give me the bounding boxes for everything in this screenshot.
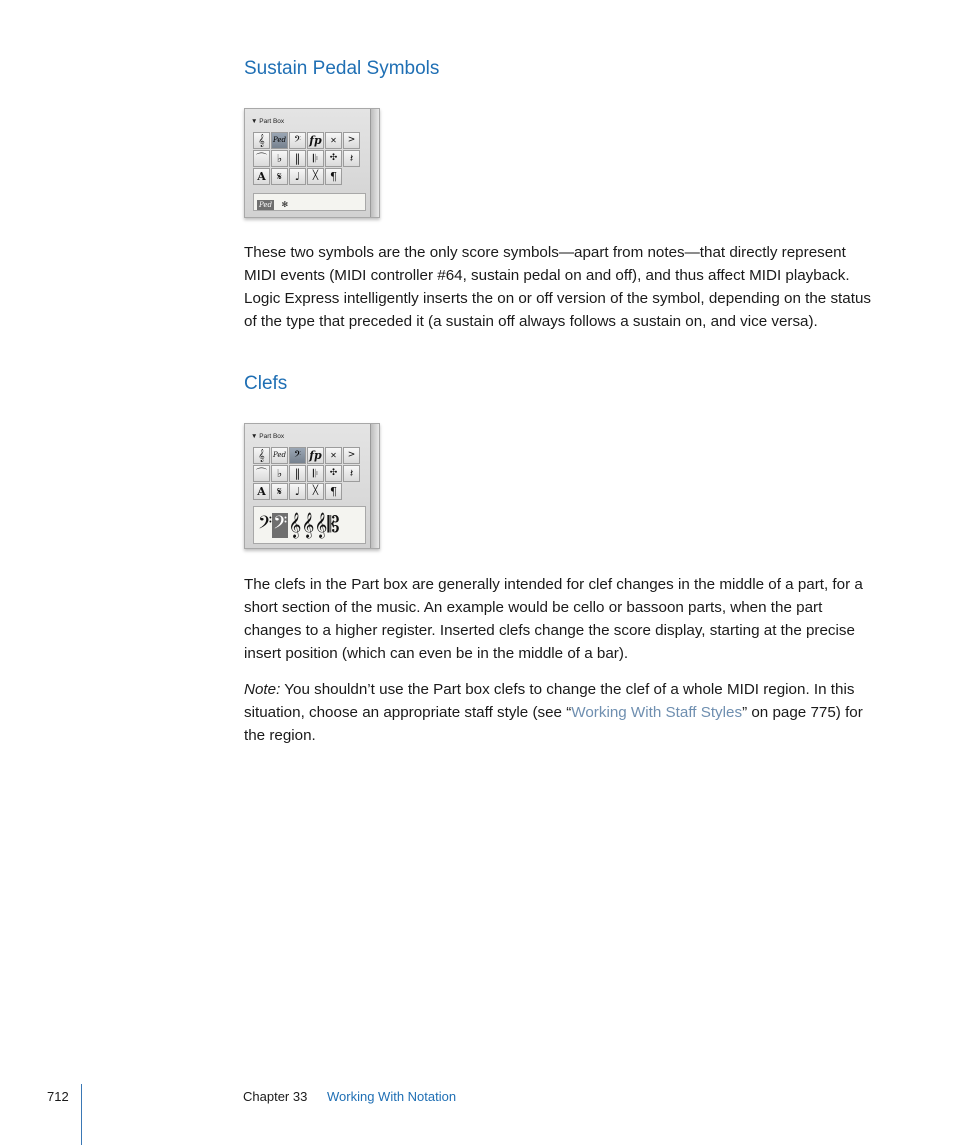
- scrollbar: [370, 109, 379, 217]
- chapter-title-link[interactable]: Working With Notation: [327, 1089, 457, 1104]
- pedal-icon: Ped: [271, 132, 288, 149]
- accent-icon: >: [343, 132, 360, 149]
- accent-icon: >: [343, 447, 360, 464]
- text-icon: A: [253, 483, 270, 500]
- note-icon: ♩: [289, 483, 306, 500]
- notehead-icon: ✕: [325, 447, 342, 464]
- rest-icon: 𝄽: [343, 465, 360, 482]
- ornament-icon: ✣: [325, 465, 342, 482]
- bass-clef-icon: 𝄢: [273, 512, 288, 538]
- dynamics-icon: fp: [307, 132, 324, 149]
- rest-icon: 𝄽: [343, 150, 360, 167]
- clefs-description: The clefs in the Part box are generally intended for clef changes in the middle of a part, for a short section of the music. An example would be cello or bassoon parts, when the part changes to a higher register. Inserted clefs change the score display, starting at the precise insert position (which can even be in the middle of a bar).: [244, 576, 863, 662]
- barline-icon: 𝄆: [307, 150, 324, 167]
- section-heading-clefs: Clefs: [244, 373, 288, 394]
- dynamics-icon: fp: [307, 447, 324, 464]
- notehead-icon: ✕: [325, 132, 342, 149]
- clef-palette: [253, 506, 366, 544]
- scrollbar: [370, 424, 379, 548]
- footer-divider: [81, 1084, 82, 1145]
- barline-icon: 𝄆: [307, 465, 324, 482]
- note-icon: ♩: [289, 168, 306, 185]
- text-icon: A: [253, 168, 270, 185]
- part-box-screenshot-pedal: [244, 108, 380, 218]
- accidental-icon: ♭: [271, 465, 288, 482]
- alto-clef-icon: 𝄡: [327, 512, 340, 538]
- paragraph-icon: ¶: [325, 168, 342, 185]
- bass-clef-8vb-icon: 𝄢: [258, 512, 273, 538]
- treble-clef-icon: 𝄞: [253, 132, 270, 149]
- slur-icon: ⌒: [253, 150, 270, 167]
- segno-icon: 𝄋: [271, 168, 288, 185]
- part-box-screenshot-clefs: [244, 423, 380, 549]
- part-box-title: ▼ Part Box: [251, 433, 285, 440]
- sustain-off-icon: ✻: [281, 200, 289, 209]
- treble-clef-8va-icon: 𝄞: [288, 512, 302, 538]
- part-box-title: ▼ Part Box: [251, 118, 285, 125]
- line-icon: ╳: [307, 168, 324, 185]
- paragraph-icon: ¶: [325, 483, 342, 500]
- note-text-end: ” on page 775) for the region.: [244, 704, 863, 744]
- symbol-group-grid: [253, 447, 360, 500]
- sustain-pedal-description: These two symbols are the only score symbols—apart from notes—that directly represent MIDI events (MIDI controller #64, sustain pedal on and off), and thus affect MIDI playback. Logic Express intelligently inserts the on or off version of the symbol, depending on the status of the type that preceded it (a sustain off always follows a sustain on, and vice versa).: [244, 244, 871, 330]
- bass-clef-icon: 𝄢: [289, 447, 306, 464]
- ornament-icon: ✣: [325, 150, 342, 167]
- slur-icon: ⌒: [253, 465, 270, 482]
- note-paragraph: [244, 678, 872, 747]
- staff-styles-link[interactable]: Working With Staff Styles: [571, 704, 743, 721]
- chapter-label: Chapter 33: [243, 1089, 308, 1104]
- segno-icon: 𝄋: [271, 483, 288, 500]
- bass-clef-icon: 𝄢: [289, 132, 306, 149]
- note-label: Note:: [244, 681, 281, 698]
- pedal-palette: [253, 193, 366, 211]
- repeat-icon: ‖: [289, 150, 306, 167]
- treble-clef-8vb-icon: 𝄞: [314, 512, 328, 538]
- symbol-group-grid: [253, 132, 360, 185]
- page-number: 712: [47, 1089, 69, 1104]
- section-heading-sustain-pedal: Sustain Pedal Symbols: [244, 58, 440, 79]
- accidental-icon: ♭: [271, 150, 288, 167]
- treble-clef-icon: 𝄞: [301, 512, 315, 538]
- treble-clef-icon: 𝄞: [253, 447, 270, 464]
- sustain-on-icon: Ped: [259, 201, 273, 209]
- pedal-icon: Ped: [271, 447, 288, 464]
- repeat-icon: ‖: [289, 465, 306, 482]
- line-icon: ╳: [307, 483, 324, 500]
- note-text: You shouldn’t use the Part box clefs to change the clef of a whole MIDI region. In this situation, choose an appropriate staff style (see “: [244, 681, 855, 721]
